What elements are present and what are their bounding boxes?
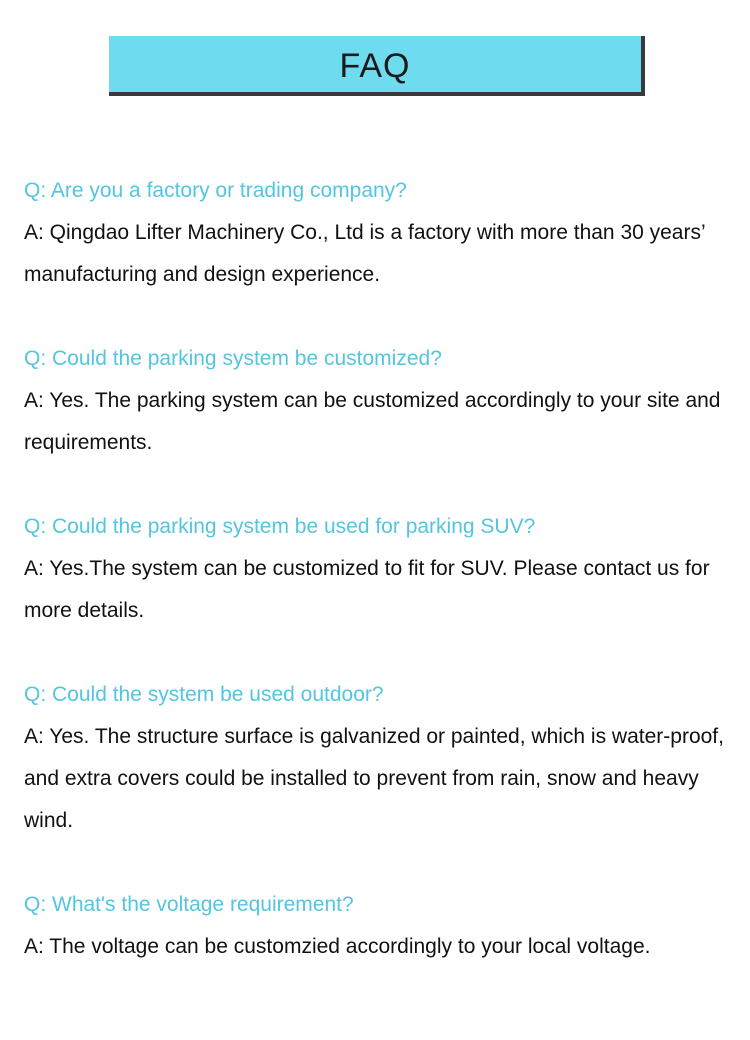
faq-header-banner (109, 36, 645, 96)
faq-answer: A: Yes. The structure surface is galvanized or painted, which is water-proof, and extra covers could be installed to prevent from rain, snow and heavy wind. (24, 725, 724, 832)
faq-question: Q: What's the voltage requirement? (24, 893, 354, 916)
page-title: FAQ (339, 46, 411, 85)
faq-item (24, 674, 724, 842)
faq-question: Q: Are you a factory or trading company? (24, 179, 407, 202)
faq-item (24, 338, 724, 464)
faq-item (24, 170, 724, 296)
faq-answer: A: Yes.The system can be customized to fit for SUV. Please contact us for more details. (24, 557, 710, 622)
faq-question: Q: Could the system be used outdoor? (24, 683, 384, 706)
faq-answer: A: Yes. The parking system can be customized accordingly to your site and requirements. (24, 389, 721, 454)
faq-answer: A: Qingdao Lifter Machinery Co., Ltd is a factory with more than 30 years’ manufacturing and design experience. (24, 221, 705, 286)
faq-question: Q: Could the parking system be used for parking SUV? (24, 515, 536, 538)
faq-item (24, 506, 724, 632)
faq-item (24, 884, 724, 968)
faq-answer: A: The voltage can be customzied accordingly to your local voltage. (24, 935, 651, 958)
faq-question: Q: Could the parking system be customized? (24, 347, 442, 370)
faq-list (24, 170, 724, 968)
